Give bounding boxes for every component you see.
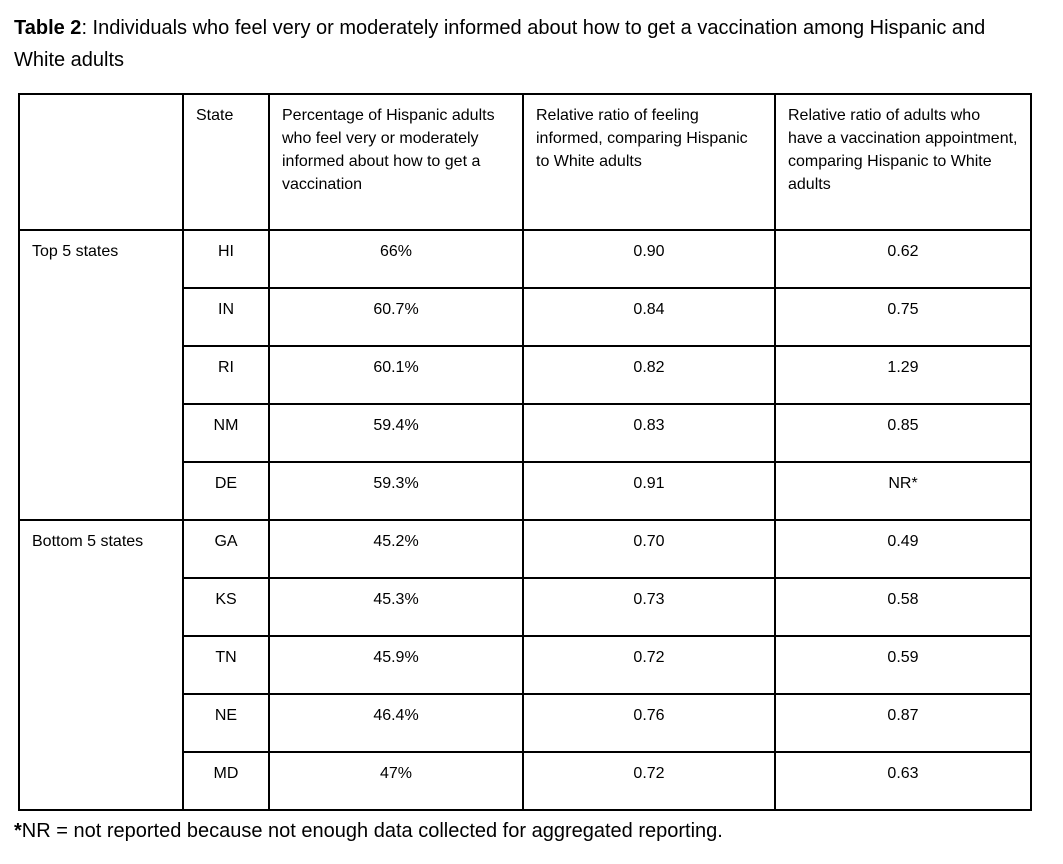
ratio-appointment-cell: 0.62 <box>775 230 1031 288</box>
ratio-appointment-cell: 0.59 <box>775 636 1031 694</box>
ratio-appointment-cell: 0.63 <box>775 752 1031 810</box>
table-title <box>14 12 994 76</box>
header-state: State <box>183 94 269 230</box>
percentage-cell: 45.9% <box>269 636 523 694</box>
group-label-cell: Bottom 5 states <box>19 520 183 810</box>
ratio-appointment-cell: 0.58 <box>775 578 1031 636</box>
ratio-informed-cell: 0.83 <box>523 404 775 462</box>
header-group-column <box>19 94 183 230</box>
state-cell: NM <box>183 404 269 462</box>
state-cell: MD <box>183 752 269 810</box>
ratio-informed-cell: 0.70 <box>523 520 775 578</box>
ratio-informed-cell: 0.76 <box>523 694 775 752</box>
ratio-appointment-cell: 1.29 <box>775 346 1031 404</box>
ratio-informed-cell: 0.73 <box>523 578 775 636</box>
state-cell: GA <box>183 520 269 578</box>
ratio-informed-cell: 0.72 <box>523 752 775 810</box>
ratio-informed-cell: 0.82 <box>523 346 775 404</box>
state-cell: DE <box>183 462 269 520</box>
state-cell: IN <box>183 288 269 346</box>
state-cell: HI <box>183 230 269 288</box>
percentage-cell: 59.3% <box>269 462 523 520</box>
state-cell: TN <box>183 636 269 694</box>
footnote <box>14 816 1049 846</box>
table-title-text: : Individuals who feel very or moderately informed about how to get a vaccination among Hispanic and White adults <box>14 17 986 71</box>
footnote-marker: * <box>14 820 22 842</box>
percentage-cell: 60.7% <box>269 288 523 346</box>
percentage-cell: 46.4% <box>269 694 523 752</box>
ratio-informed-cell: 0.91 <box>523 462 775 520</box>
ratio-appointment-cell: 0.75 <box>775 288 1031 346</box>
state-cell: RI <box>183 346 269 404</box>
header-ratio-informed: Relative ratio of feeling informed, comparing Hispanic to White adults <box>523 94 775 230</box>
group-label-cell: Top 5 states <box>19 230 183 520</box>
ratio-appointment-cell: NR* <box>775 462 1031 520</box>
percentage-cell: 45.3% <box>269 578 523 636</box>
ratio-informed-cell: 0.84 <box>523 288 775 346</box>
ratio-appointment-cell: 0.49 <box>775 520 1031 578</box>
header-row <box>19 94 1031 230</box>
ratio-informed-cell: 0.90 <box>523 230 775 288</box>
state-cell: KS <box>183 578 269 636</box>
ratio-appointment-cell: 0.85 <box>775 404 1031 462</box>
percentage-cell: 45.2% <box>269 520 523 578</box>
data-table <box>18 93 1032 811</box>
table-row <box>19 230 1031 288</box>
table-title-label: Table 2 <box>14 17 82 39</box>
percentage-cell: 47% <box>269 752 523 810</box>
percentage-cell: 60.1% <box>269 346 523 404</box>
percentage-cell: 59.4% <box>269 404 523 462</box>
ratio-appointment-cell: 0.87 <box>775 694 1031 752</box>
percentage-cell: 66% <box>269 230 523 288</box>
ratio-informed-cell: 0.72 <box>523 636 775 694</box>
state-cell: NE <box>183 694 269 752</box>
footnote-text: NR = not reported because not enough data collected for aggregated reporting. <box>21 820 723 842</box>
header-percentage-informed: Percentage of Hispanic adults who feel very or moderately informed about how to get a vaccination <box>269 94 523 230</box>
table-row <box>19 520 1031 578</box>
header-ratio-appointment: Relative ratio of adults who have a vaccination appointment, comparing Hispanic to White adults <box>775 94 1031 230</box>
